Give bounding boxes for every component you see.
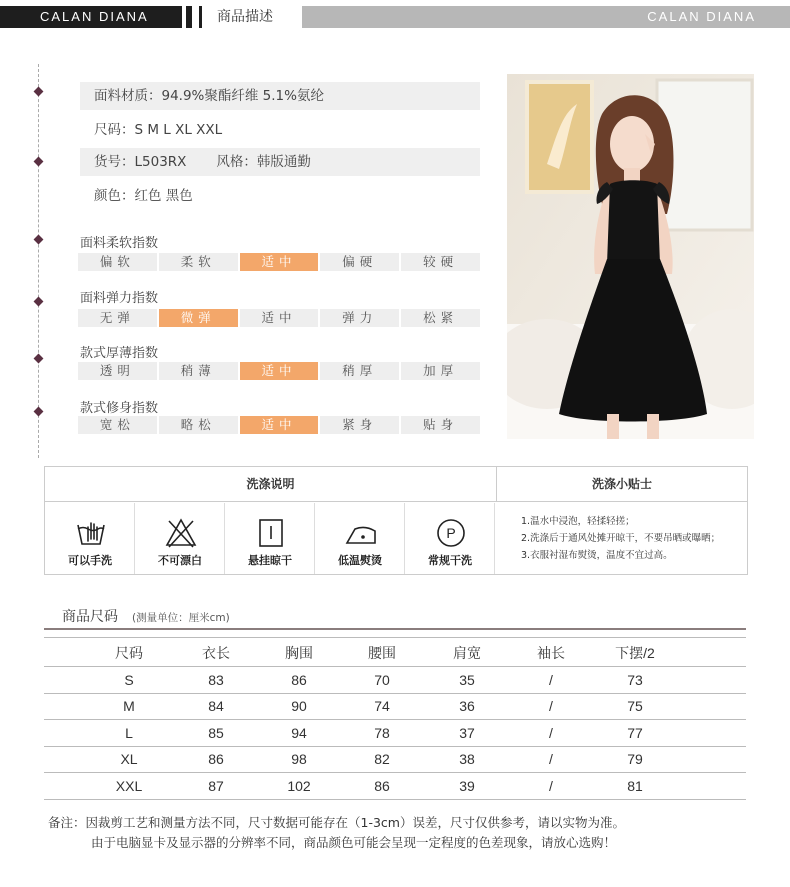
color-row: 颜色：红色 黑色 (94, 188, 193, 204)
index-option: 适中 (240, 416, 319, 434)
model-wearing-black-dress-image (507, 74, 754, 439)
index-option: 无弹 (78, 309, 157, 327)
table-cell: / (549, 698, 553, 714)
index-option: 稍薄 (159, 362, 238, 380)
dry-clean-icon (435, 517, 467, 549)
svg-text:P: P (446, 525, 456, 541)
index-option: 偏软 (78, 253, 157, 271)
dry-clean-cell (405, 503, 495, 574)
table-cell: 81 (627, 777, 643, 794)
table-cell: / (549, 671, 553, 688)
table-header-cell: 袖长 (537, 645, 565, 661)
table-rule (44, 637, 746, 638)
washing-instructions (44, 466, 748, 575)
washing-tips (521, 513, 720, 564)
table-header-cell: 下摆/2 (615, 645, 655, 661)
table-rule (44, 799, 746, 800)
diamond-marker (34, 407, 44, 417)
brand-banner-right: CALAN DIANA (302, 6, 790, 28)
index-title: 面料弹力指数 (80, 291, 159, 306)
table-header-cell: 胸围 (285, 645, 313, 661)
dry-clean-label: 常规干洗 (428, 554, 472, 567)
table-header-row (44, 640, 746, 666)
table-row (44, 667, 746, 693)
table-cell: 74 (374, 698, 390, 714)
table-cell: 39 (459, 777, 475, 794)
index-option: 透明 (78, 362, 157, 380)
table-row (44, 746, 746, 772)
index-option: 略松 (159, 416, 238, 434)
decorative-line (38, 64, 39, 458)
header-divider (199, 6, 202, 28)
size-chart-title: 商品尺码 (62, 609, 118, 625)
washing-title: 洗涤说明 (45, 467, 497, 502)
index-option: 适中 (240, 362, 319, 380)
table-cell: 75 (627, 698, 643, 714)
no-bleach-label: 不可漂白 (158, 554, 202, 567)
index-option: 弹力 (320, 309, 399, 327)
index-title: 款式修身指数 (80, 401, 159, 416)
index-option: 加厚 (401, 362, 480, 380)
table-cell: L (125, 724, 133, 741)
size-chart-unit: (测量单位：厘米cm) (132, 612, 230, 624)
table-cell: 82 (374, 751, 390, 767)
table-cell: 102 (287, 777, 311, 794)
table-cell: 98 (291, 751, 307, 767)
table-cell: 37 (459, 724, 475, 741)
hand-wash-cell (45, 503, 135, 574)
table-cell: 90 (291, 698, 307, 714)
index-option: 松紧 (401, 309, 480, 327)
table-cell: 38 (459, 751, 475, 767)
table-cell: 86 (208, 751, 224, 767)
disclaimer-note: 由于电脑显卡及显示器的分辨率不同，商品颜色可能会呈现一定程度的色差现象，请放心选购！ (91, 835, 617, 850)
index-option: 偏硬 (320, 253, 399, 271)
tip-item: 3.衣服衬湿布熨烫，温度不宜过高。 (521, 550, 673, 561)
table-cell: M (123, 698, 135, 714)
thickness-index-bar (78, 362, 480, 380)
table-cell: 83 (208, 671, 224, 688)
table-cell: 84 (208, 698, 224, 714)
style-label: 风格：韩版通勤 (216, 154, 311, 170)
table-header-cell: 腰围 (368, 645, 396, 661)
hang-dry-icon (255, 517, 287, 549)
table-cell: 79 (627, 751, 643, 767)
diamond-marker (34, 87, 44, 97)
material-row: 面料材质：94.9%聚酯纤维 5.1%氨纶 (80, 82, 480, 110)
table-cell: / (549, 724, 553, 741)
index-option: 贴身 (401, 416, 480, 434)
table-cell: 73 (627, 671, 643, 688)
table-cell: 87 (208, 777, 224, 794)
table-header-cell: 衣长 (202, 645, 230, 661)
table-cell: 85 (208, 724, 224, 741)
low-iron-label: 低温熨烫 (338, 554, 382, 567)
index-option: 稍厚 (320, 362, 399, 380)
table-row (44, 693, 746, 719)
washing-tips-title: 洗涤小贴士 (497, 467, 747, 502)
table-cell: XXL (115, 777, 143, 794)
item-number: 货号：L503RX (94, 154, 187, 170)
table-cell: 35 (459, 671, 475, 688)
index-option: 较硬 (401, 253, 480, 271)
table-cell: / (549, 777, 553, 794)
table-cell: / (549, 751, 553, 767)
index-option: 柔软 (159, 253, 238, 271)
no-bleach-cell (135, 503, 225, 574)
table-cell: 70 (374, 671, 390, 688)
table-cell: S (124, 671, 134, 688)
softness-index-bar (78, 253, 480, 271)
table-cell: 36 (459, 698, 475, 714)
table-cell: XL (120, 751, 138, 767)
hand-wash-icon (75, 517, 107, 549)
item-style-row (80, 148, 480, 176)
no-bleach-icon (165, 517, 197, 549)
brand-banner-left: CALAN DIANA (0, 6, 182, 28)
table-cell: 78 (374, 724, 390, 741)
table-header-cell: 肩宽 (453, 645, 481, 661)
size-row: 尺码：S M L XL XXL (94, 122, 223, 138)
diamond-marker (34, 297, 44, 307)
disclaimer-note: 备注：因裁剪工艺和测量方法不同，尺寸数据可能存在（1-3cm）误差，尺寸仅供参考，请以实物为准。 (48, 815, 625, 830)
tip-item: 2.洗涤后于通风处摊开晾干，不要吊晒或曝晒； (521, 533, 721, 544)
diamond-marker (34, 354, 44, 364)
index-option: 宽松 (78, 416, 157, 434)
header-divider (186, 6, 192, 28)
index-option: 适中 (240, 253, 319, 271)
index-option: 紧身 (320, 416, 399, 434)
fit-index-bar (78, 416, 480, 434)
index-title: 面料柔软指数 (80, 236, 159, 251)
table-cell: 86 (291, 671, 307, 688)
low-iron-cell (315, 503, 405, 574)
table-cell: 86 (374, 777, 390, 794)
hand-wash-label: 可以手洗 (68, 554, 112, 567)
diamond-marker (34, 235, 44, 245)
table-top-rule (44, 628, 746, 630)
diamond-marker (34, 157, 44, 167)
tip-item: 1.温水中浸泡，轻揉轻搓； (521, 516, 635, 527)
low-iron-icon (345, 517, 377, 549)
table-cell: 77 (627, 724, 643, 741)
elasticity-index-bar (78, 309, 480, 327)
index-title: 款式厚薄指数 (80, 346, 159, 361)
section-title: 商品描述 (217, 9, 273, 25)
product-photo (507, 74, 754, 439)
table-header-cell: 尺码 (115, 645, 143, 661)
table-row (44, 720, 746, 746)
index-option: 适中 (240, 309, 319, 327)
hang-dry-cell (225, 503, 315, 574)
hang-dry-label: 悬挂晾干 (248, 554, 292, 567)
index-option: 微弹 (159, 309, 238, 327)
table-cell: 94 (291, 724, 307, 741)
table-row (44, 773, 746, 799)
